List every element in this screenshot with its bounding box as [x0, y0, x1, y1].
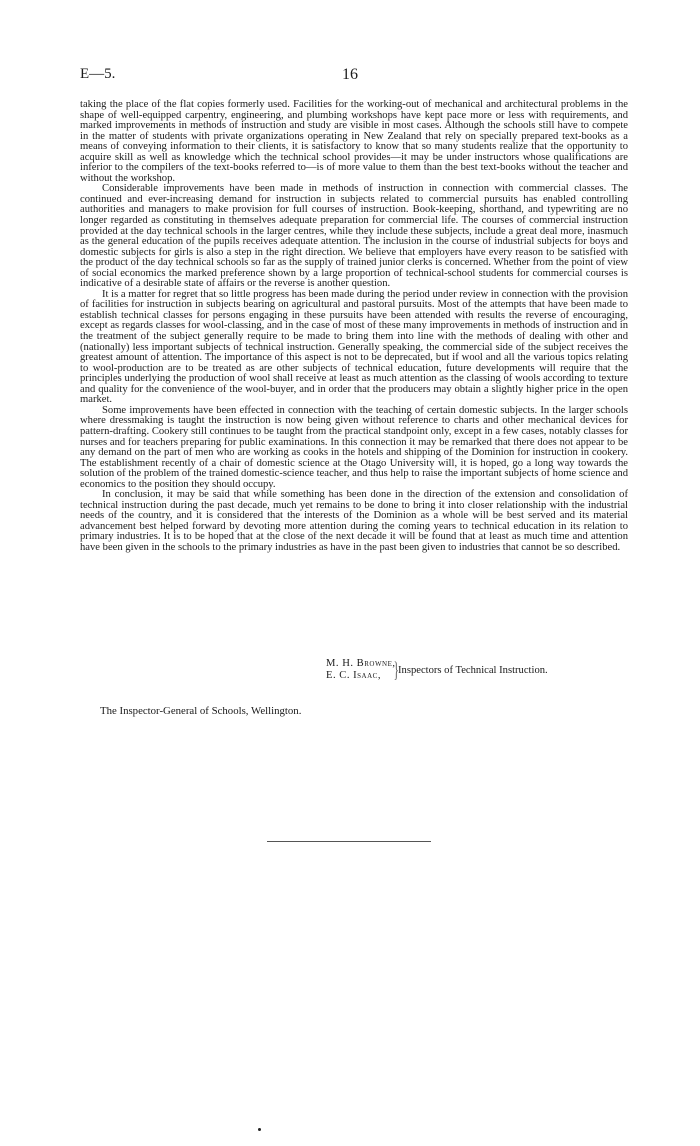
paragraph-continued: taking the place of the flat copies formerly used. Facilities for the working-out of mechanical and architectural problems in the shape of well-equipped carpentry, engineering, and plumbing workshops have kept pace more or less with requirements, and marked improvements in methods of instruction and study are visible in most cases. Although the schools still have to compete in the matter of students with private organizations operating in New Zealand that rely on specially prepared text-books as a means of conveying information to their clients, it is satisfactory to know that so many students realize that the opportunity to acquire skill as well as knowledge which the technical school provides—it may be under instructors whose qualifications are inferior to the compilers of the text-books referred to—is of more value to them than the best text-books without the teacher and without the workshop.: [80, 99, 628, 184]
addressee-line: The Inspector-General of Schools, Wellington.: [100, 705, 302, 717]
brace-glyph: }: [393, 657, 399, 682]
page-mark-dot: [258, 1128, 261, 1131]
page-header: [80, 66, 628, 88]
paragraph-commercial-classes: Considerable improvements have been made in methods of instruction in connection with commercial classes. The continued and ever-increasing demand for instruction in subjects related to commercial pursuits has enabled controlling authorities and managers to make provision for full courses of instruction. Book-keeping, shorthand, and typewriting are no longer regarded as constituting in themselves adequate preparation for commercial life. The courses of commercial instruction provided at the day technical schools in the larger centres, while they include these subjects, include a great deal more, inasmuch as the general education of the pupils receives adequate attention. The inclusion in the course of industrial subjects for boys and domestic subjects for girls is also a step in the right direction. We believe that employers have every reason to be satisfied with the product of the day technical schools so far as the supply of trained junior clerks is concerned. Whether from the point of view of social economics the marked preference shown by a large proportion of technical-school students for commercial courses is indicative of a desirable state of affairs or the reverse is another question.: [80, 183, 628, 290]
signatory-name: E. C. Isaac,: [326, 670, 381, 681]
signature-block: [326, 658, 626, 688]
paragraph-domestic-subjects: Some improvements have been effected in connection with the teaching of certain domestic subjects. In the larger schools where dressmaking is taught the instruction is now being given without reference to charts and other mechanical devices for pattern-drafting. Cookery still continues to be taught from the practical standpoint only, except in a few cases, notably classes for nurses and for teachers preparing for public examinations. In this connection it may be remarked that there does not appear to be any demand on the part of men who are working as cooks in the hotels and shipping of the Dominion for instruction in cookery. The establishment recently of a chair of domestic science at the Otago University will, it is hoped, go a long way towards the solution of the problem of the trained domestic-science teacher, and thus help to raise the important subjects of home science and economics to the position they should occupy.: [80, 404, 628, 490]
signatory-role: Inspectors of Technical Instruction.: [398, 665, 548, 676]
page-number: 16: [342, 66, 358, 83]
document-reference: E—5.: [80, 66, 116, 82]
paragraph-conclusion: In conclusion, it may be said that while something has been done in the direction of the extension and consolidation of technical instruction during the past decade, much yet remains to be done to bring it into closer relationship with the industrial needs of the country, and it is considered that the interests of the Dominion as a whole will be best served and its material advancement best helped forward by devoting more attention during the coming years to technical education in its relation to primary industries. It is to be hoped that at the close of the next decade it will be found that at least as much time and attention have been given in the schools to the primary industries as have in the past been given to industries that cannot be so described.: [80, 489, 628, 553]
paragraph-agricultural-pursuits: It is a matter for regret that so little progress has been made during the period under review in connection with the provision of facilities for instruction in subjects bearing on agricultural and pastoral pursuits. Most of the attempts that have been made to establish technical classes for persons engaging in these pursuits have been attended with results the reverse of encouraging, except as regards classes for wool-classing, and in the case of most of these many improvements in methods of instruction and in the treatment of the subject generally require to be made to bring them into line with the methods of dealing with other and (nationally) less important subjects of technical instruction. Generally speaking, the commercial side of the subject receives the greatest amount of attention. The importance of this aspect is not to be deprecated, but if wool and all the various topics relating to wool-production are to be treated as are other subjects of technical education, future developments will require that the principles underlying the production of wool shall receive at least as much attention as the classing of wools according to texture and quality for the convenience of the wool-buyer, and in order that the producers may obtain a slightly higher price in the open market.: [80, 288, 628, 406]
closing-divider: [267, 841, 431, 842]
signatory-names: [326, 658, 396, 682]
report-body: [80, 100, 628, 554]
signatory-name: M. H. Browne,: [326, 658, 396, 669]
